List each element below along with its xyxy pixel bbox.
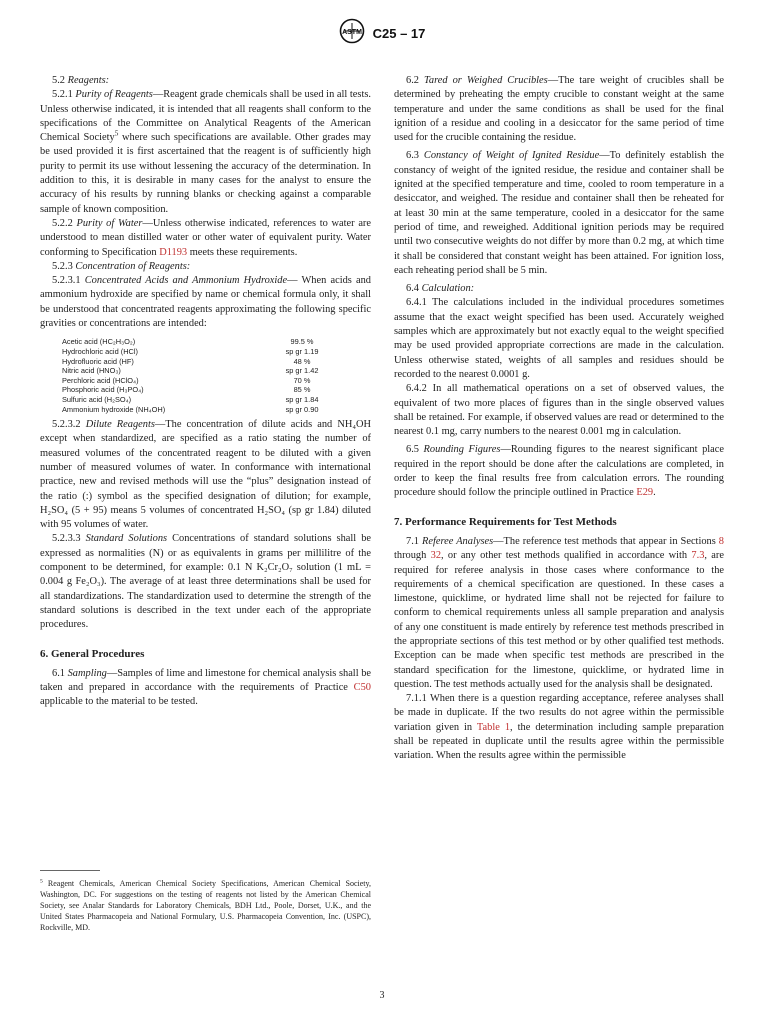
- astm-logo: [339, 18, 365, 49]
- left-column: [40, 74, 371, 710]
- standard-designation: C25 – 17: [372, 26, 426, 41]
- section-32-link[interactable]: 32: [430, 550, 442, 562]
- section-7-3-link[interactable]: 7.3: [691, 550, 705, 562]
- table-row: Nitric acid (HNO₃) sp gr 1.42: [62, 366, 319, 376]
- section-5-2: 5.2 Reagents:: [52, 75, 110, 86]
- footnote-rule: [40, 870, 100, 871]
- section-5-2-2: 5.2.2 Purity of Water—Unless otherwise indicated, references to water are understood to mean distilled water or other water of equivalent purity. Water conforming to Specification D1193 meets these requirements.: [40, 217, 372, 258]
- page-header: [0, 18, 764, 49]
- section-7-1-1: 7.1.1 When there is a question regarding acceptance, referee analyses shall be made in duplicate. If the two results do not agree within the permissible variation given in Table 1, the determination including sample preparation shall be repeated in duplicate until the results agree within the permissible variation. When the results agree within the permissible: [394, 693, 724, 762]
- table-row: Perchloric acid (HClO₄) 70 %: [62, 375, 311, 385]
- section-6-4-1: 6.4.1 The calculations included in the individual procedures sometimes assume that the exact weight specified has been used. Accurately weighed samples which are approximately but not exactly equal to the weight specified may be used provided appropriate corrections are made in the calculation. Unless otherwise stated, weights of all samples and residues should be recorded to the nearest 0.0001 g.: [394, 297, 724, 380]
- table-row: Hydrofluoric acid (HF) 48 %: [62, 356, 311, 366]
- c50-link[interactable]: C50: [353, 682, 371, 694]
- section-7-1: 7.1 Referee Analyses—The reference test methods that appear in Sections 8 through 32, or any other test methods qualified in accordance with 7.3, are required for referee analysis in those cases where conformance to the requirements of a chemical specification are questioned. In these cases a limestone, quicklime, or hydrated lime shall not be rejected for failure to conform to chemical requirements unless all sample preparation and analysis of any one constituent is made entirely by reference test methods prescribed in the appropriate sections of this test method or by other qualified test methods. Exception can be made when specific test methods are prescribed in the standard specification for the limestone, quicklime, or hydrated lime in question. The test methods actually used for the analysis shall be designated.: [394, 535, 724, 690]
- table-row: Acetic acid (HC₂H₃O₂) 99.5 %: [62, 337, 314, 347]
- section-6-3: 6.3 Constancy of Weight of Ignited Residue—To definitely establish the constancy of weight of the ignited residue, the residue and container shall be ignited at the specified temperature and time, cooled to room temperature in a desiccator, and weighed. The residue and container shall then be reheated for at least 30 min at the same temperature, cooled in a desiccator for the same period of time, and reweighed. Additional ignition periods may be required until two consecutive weights do not differ by more than 0.2 mg, at which time it shall be considered that constant weight has been attained. For ignition loss, each reheating period shall be 5 min.: [394, 150, 724, 276]
- right-column: [394, 74, 724, 764]
- section-5-2-3-3: 5.2.3.3 Standard Solutions Concentrations of standard solutions shall be expressed as normalities (N) or as equivalents in grams per millilitre of the component to be determined, for example: 0.1 N K₂Cr₂O₇ solution (1 mL = 0.004 g Fe₂O₃). The average of at least three determinations shall be used for all standardizations. The standardization used to determine the strength of the standard solutions is described in the text under each of the appropriate procedures.: [40, 533, 372, 631]
- e29-link[interactable]: E29: [636, 487, 654, 499]
- section-5-2-3-1: 5.2.3.1 Concentrated Acids and Ammonium Hydroxide— When acids and ammonium hydroxide are specified by name or chemical formula only, it shall be understood that concentrated reagents approximating the following specific gravities or concentrations are intended:: [40, 275, 371, 330]
- acid-concentration-table: [40, 337, 371, 414]
- page-number: 3: [379, 990, 385, 1001]
- section-6-2: 6.2 Tared or Weighed Crucibles—The tare weight of crucibles shall be determined by preheating the empty crucible to constant weight at the same temperature and under the same conditions as shall be used for the final ignition of a residue and cooling in a desiccator for the same period of time used for the crucible containing the residue.: [394, 75, 724, 144]
- table-row: Sulfuric acid (H₂SO₄) sp gr 1.84: [62, 394, 319, 404]
- svg-text:ASTM: ASTM: [341, 29, 362, 36]
- table-1-link[interactable]: Table 1: [476, 721, 511, 733]
- section-5-2-1: 5.2.1 Purity of Reagents—Reagent grade chemicals shall be used in all tests. Unless otherwise indicated, it is intended that all reagents shall conform to the specifications of the Committee on Analytical Reagents of the American Chemical Society$^5$ where such specifications are available. Other grades may be used provided it is first ascertained that the reagent is of sufficiently high purity to permit its use without lessening the accuracy of the determination. In addition to this, it is desirable in many cases for the analyst to ensure the accuracy of his results by running blanks or checking against a comparable sample of known composition.: [40, 89, 371, 215]
- section-6-5: 6.5 Rounding Figures—Rounding figures to the nearest significant place required in the report should be done after the calculations are completed, in order to keep the final results free from calculation errors. The rounding procedure should follow the principle outlined in Practice E29.: [394, 444, 724, 499]
- section-7-heading: 7. Performance Requirements for Test Methods: [394, 515, 617, 528]
- section-5-2-3: 5.2.3 Concentration of Reagents:: [52, 260, 191, 272]
- section-6-4-2: 6.4.2 In all mathematical operations on a set of observed values, the equivalent of two more places of figures than in the single observed values shall be retained. For example, if observed values are read or determined to the nearest 0.1 mg, carry numbers to the nearest 0.001 mg in calculation.: [394, 383, 724, 438]
- section-6-heading: 6. General Procedures: [40, 647, 145, 660]
- section-5-2-3-2: 5.2.3.2 Dilute Reagents—The concentration of dilute acids and NH₄OH except when standardized, are specified as a ratio stating the number of measured volumes of the concentrated reagent to be diluted with a given number of measured volumes of water. In conformance with international practice, new and revised methods will use the “plus” designation instead of the ratio (:) symbol as the specified designation of dilution; for example, H₂SO₄ (5 + 95) means 5 volumes of concentrated H₂SO₄ (sp gr 1.84) diluted with 95 volumes of water.: [40, 419, 372, 531]
- footnote: $^5$ Reagent Chemicals, American Chemical Society Specifications, American Chemical Society, Washington, DC. For suggestions on the testing of reagents not listed by the American Chemical Society, see Analar Standards for Laboratory Chemicals, BDH Ltd., Poole, Dorset, U.K., and the United States Pharmacopeia and National Formulary, U.S. Pharmacopeia Convention, Inc. (USPC), Rockville, MD.: [40, 878, 371, 932]
- section-8-link[interactable]: 8: [718, 535, 724, 547]
- table-row: Hydrochloric acid (HCl) sp gr 1.19: [62, 346, 319, 356]
- table-row: Phosphoric acid (H₃PO₄) 85 %: [62, 385, 311, 395]
- d1193-link[interactable]: D1193: [159, 246, 188, 258]
- section-6-4: 6.4 Calculation:: [406, 283, 475, 295]
- section-6-1: 6.1 Sampling—Samples of lime and limestone for chemical analysis shall be taken and prepared in accordance with the requirements of Practice C50 applicable to the material to be tested.: [40, 667, 372, 708]
- table-row: Ammonium hydroxide (NH₄OH) sp gr 0.90: [62, 404, 319, 414]
